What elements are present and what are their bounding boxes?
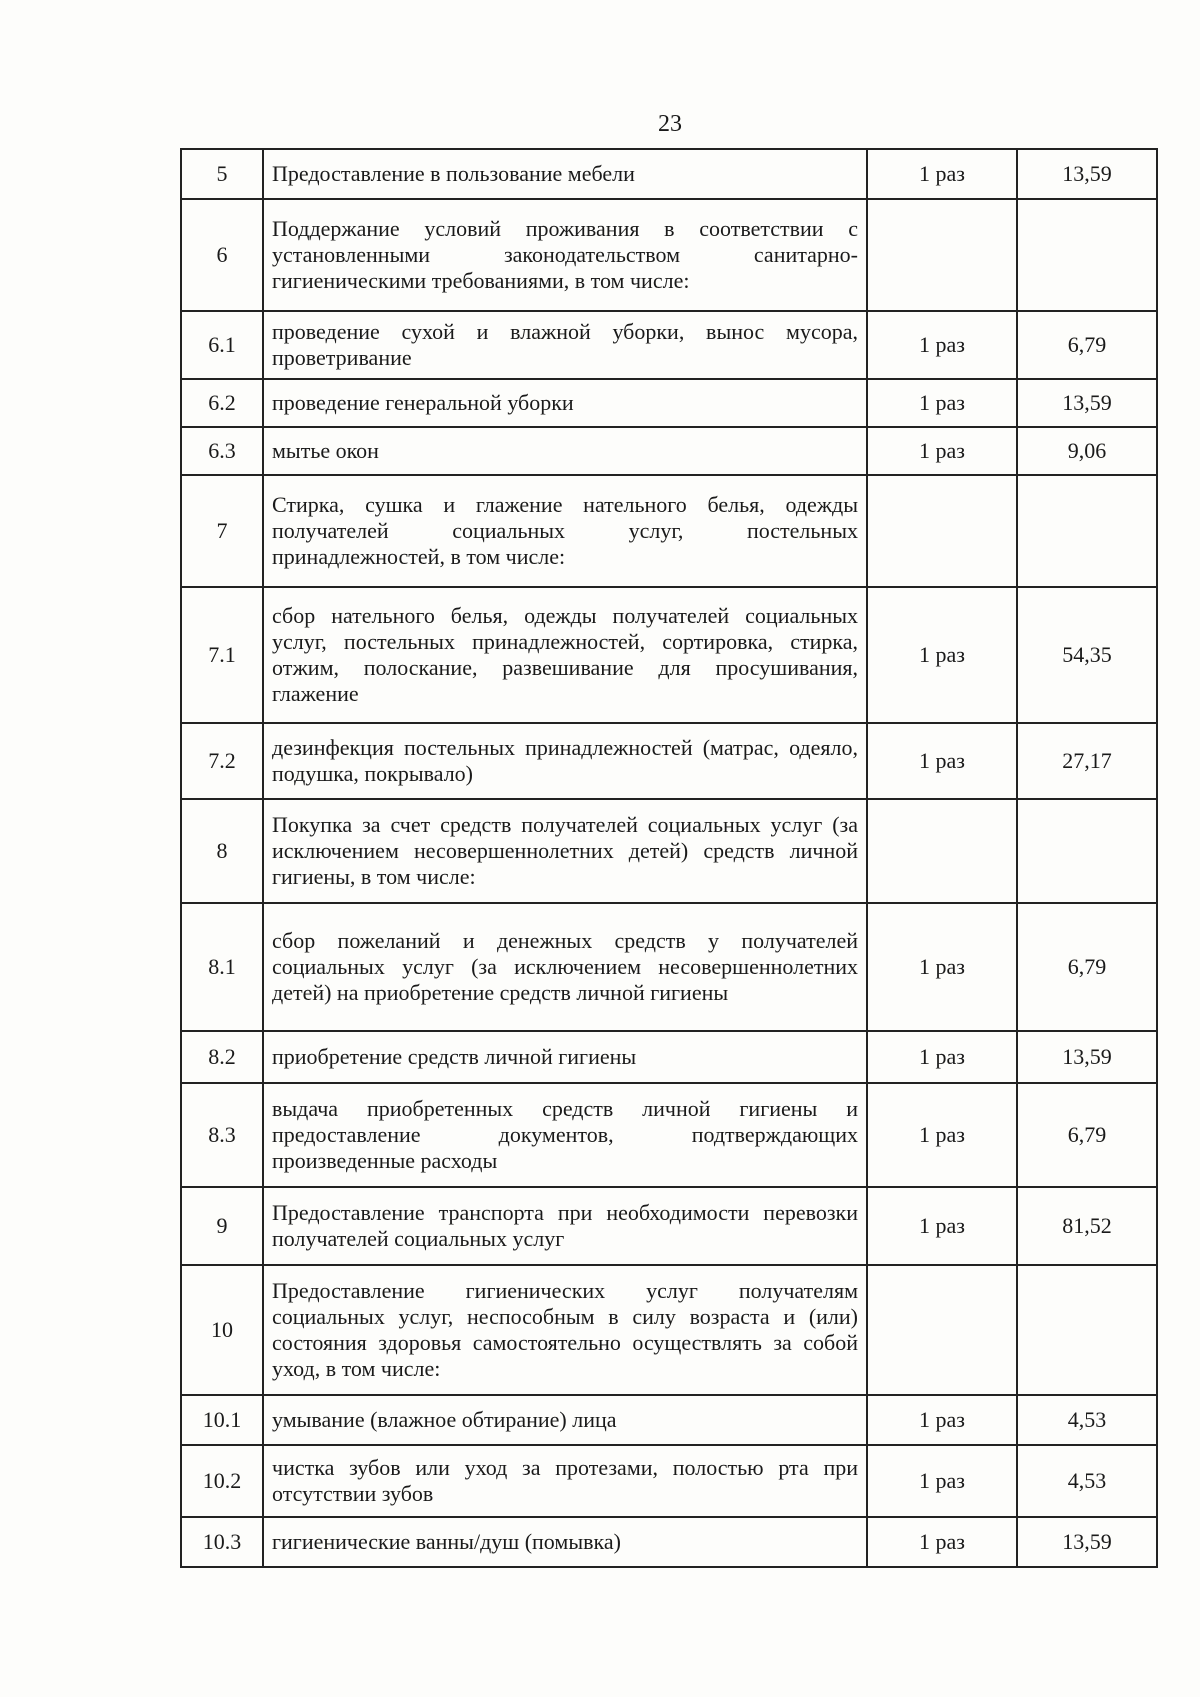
- table-row: [181, 427, 1157, 475]
- service-price: 13,59: [1017, 1031, 1157, 1083]
- table-row: [181, 587, 1157, 723]
- service-unit: 1 раз: [867, 1083, 1017, 1187]
- row-number: 9: [181, 1187, 263, 1265]
- table-row: [181, 1445, 1157, 1517]
- service-unit: [867, 1265, 1017, 1395]
- table-row: [181, 1265, 1157, 1395]
- table-row: [181, 199, 1157, 311]
- service-description: Покупка за счет средств получателей социальных услуг (за исключением несовершеннолетних детей) средств личной гигиены, в том числе:: [263, 799, 867, 903]
- service-unit: 1 раз: [867, 587, 1017, 723]
- service-price: 4,53: [1017, 1395, 1157, 1445]
- service-description: Стирка, сушка и глажение нательного белья, одежды получателей социальных услуг, постельных принадлежностей, в том числе:: [263, 475, 867, 587]
- service-price: 54,35: [1017, 587, 1157, 723]
- table-row: [181, 1031, 1157, 1083]
- service-unit: 1 раз: [867, 1031, 1017, 1083]
- service-unit: 1 раз: [867, 379, 1017, 427]
- service-unit: 1 раз: [867, 1395, 1017, 1445]
- table-row: [181, 723, 1157, 799]
- service-unit: 1 раз: [867, 149, 1017, 199]
- service-price: 13,59: [1017, 379, 1157, 427]
- service-price: 81,52: [1017, 1187, 1157, 1265]
- service-price: 6,79: [1017, 903, 1157, 1031]
- table-row: [181, 799, 1157, 903]
- service-price: 27,17: [1017, 723, 1157, 799]
- service-description: Предоставление транспорта при необходимости перевозки получателей социальных услуг: [263, 1187, 867, 1265]
- service-unit: 1 раз: [867, 1187, 1017, 1265]
- service-price: [1017, 475, 1157, 587]
- row-number: 7.2: [181, 723, 263, 799]
- row-number: 6.3: [181, 427, 263, 475]
- row-number: 7.1: [181, 587, 263, 723]
- page-number: 23: [658, 111, 682, 137]
- service-description: дезинфекция постельных принадлежностей (матрас, одеяло, подушка, покрывало): [263, 723, 867, 799]
- service-description: умывание (влажное обтирание) лица: [263, 1395, 867, 1445]
- service-unit: [867, 799, 1017, 903]
- service-unit: 1 раз: [867, 427, 1017, 475]
- service-description: Поддержание условий проживания в соответствии с установленными законодательством санитарно-гигиеническими требованиями, в том числе:: [263, 199, 867, 311]
- table-row: [181, 903, 1157, 1031]
- service-description: Предоставление в пользование мебели: [263, 149, 867, 199]
- table-row: [181, 1395, 1157, 1445]
- service-price: 4,53: [1017, 1445, 1157, 1517]
- row-number: 6: [181, 199, 263, 311]
- table-row: [181, 311, 1157, 379]
- service-description: сбор нательного белья, одежды получателей социальных услуг, постельных принадлежностей, сортировка, стирка, отжим, полоскание, развешивание для просушивания, глажение: [263, 587, 867, 723]
- service-unit: 1 раз: [867, 903, 1017, 1031]
- service-description: сбор пожеланий и денежных средств у получателей социальных услуг (за исключением несовершеннолетних детей) на приобретение средств личной гигиены: [263, 903, 867, 1031]
- table-row: [181, 379, 1157, 427]
- row-number: 7: [181, 475, 263, 587]
- row-number: 5: [181, 149, 263, 199]
- service-description: гигиенические ванны/душ (помывка): [263, 1517, 867, 1567]
- services-table: [180, 148, 1158, 1568]
- table-row: [181, 1187, 1157, 1265]
- service-description: мытье окон: [263, 427, 867, 475]
- table-row: [181, 1083, 1157, 1187]
- service-price: 6,79: [1017, 311, 1157, 379]
- service-description: чистка зубов или уход за протезами, полостью рта при отсутствии зубов: [263, 1445, 867, 1517]
- row-number: 10.1: [181, 1395, 263, 1445]
- service-unit: 1 раз: [867, 1445, 1017, 1517]
- service-unit: [867, 199, 1017, 311]
- service-unit: [867, 475, 1017, 587]
- row-number: 8.2: [181, 1031, 263, 1083]
- row-number: 6.2: [181, 379, 263, 427]
- service-description: проведение генеральной уборки: [263, 379, 867, 427]
- row-number: 10: [181, 1265, 263, 1395]
- table-row: [181, 1517, 1157, 1567]
- service-price: [1017, 199, 1157, 311]
- table-row: [181, 475, 1157, 587]
- row-number: 8.1: [181, 903, 263, 1031]
- service-unit: 1 раз: [867, 1517, 1017, 1567]
- service-description: приобретение средств личной гигиены: [263, 1031, 867, 1083]
- service-price: 13,59: [1017, 1517, 1157, 1567]
- service-unit: 1 раз: [867, 723, 1017, 799]
- service-description: выдача приобретенных средств личной гигиены и предоставление документов, подтверждающих произведенные расходы: [263, 1083, 867, 1187]
- service-description: Предоставление гигиенических услуг получателям социальных услуг, неспособным в силу возраста и (или) состояния здоровья самостоятельно осуществлять за собой уход, в том числе:: [263, 1265, 867, 1395]
- service-unit: 1 раз: [867, 311, 1017, 379]
- row-number: 6.1: [181, 311, 263, 379]
- row-number: 8.3: [181, 1083, 263, 1187]
- service-price: [1017, 1265, 1157, 1395]
- service-price: 13,59: [1017, 149, 1157, 199]
- service-description: проведение сухой и влажной уборки, вынос мусора, проветривание: [263, 311, 867, 379]
- service-price: 6,79: [1017, 1083, 1157, 1187]
- service-price: [1017, 799, 1157, 903]
- row-number: 8: [181, 799, 263, 903]
- row-number: 10.2: [181, 1445, 263, 1517]
- service-price: 9,06: [1017, 427, 1157, 475]
- table-row: [181, 149, 1157, 199]
- row-number: 10.3: [181, 1517, 263, 1567]
